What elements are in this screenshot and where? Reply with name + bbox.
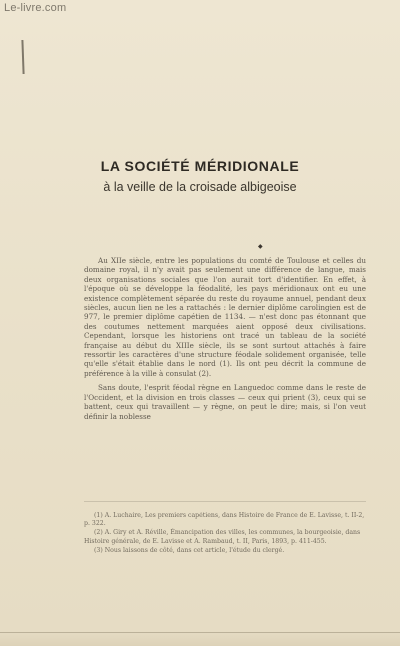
footnote-item: (3) Nous laissons de côté, dans cet article, l'étude du clergé. [94,546,285,554]
footnote-item: (1) A. Luchaire, Les premiers capétiens, dans Histoire de France de E. Lavisse, t. II-2, p. 322. [84,512,365,528]
ornament-icon: ◆ [258,243,263,250]
article-title: LA SOCIÉTÉ MÉRIDIONALE [100,158,300,174]
body-paragraph: Sans doute, l'esprit féodal règne en Languedoc comme dans le reste de l'Occident, et la division en trois classes — ceux qui prient (3), ceux qui se battent, ceux qui travaillent — y règne, on peut le dire; mais, si l'on veut définir la noblesse [84,383,366,421]
footnote-item: (2) A. Giry et A. Réville, Émancipation des villes, les communes, la bourgeoisie, dans Histoire générale, de E. Lavisse et A. Rambaud, t. II, Paris, 1893, p. 411-455. [84,529,361,545]
page-bottom-rule [0,632,400,633]
watermark-text: Le-livre.com [4,2,67,14]
article-subtitle: à la veille de la croisade albigeoise [103,180,297,194]
footnotes [84,512,366,556]
body-paragraph: Au XIIe siècle, entre les populations du comté de Toulouse et celles du domaine royal, il n'y avait pas seulement une différence de langue, mais deux organisations sociales que l'on aurait tort d'identifier. En effet, à l'époque où se développe la féodalité, les pays méridionaux ont eu une existence complètement séparée du reste du royaume annuel, pendant deux siècles, aucun lien ne les a rattachés : le dernier diplôme carolingien est de 977, le premier diplôme capétien de 1134. — n'est donc pas étonnant que des coutumes nettement marquées aient opposé deux civilisations. Cependant, lorsque les historiens ont tracé un tableau de la société française au début du XIIIe siècle, ils se sont surtout attachés à faire ressortir les caractères d'une structure féodale solidement organisée, telle qu'elle s'était établie dans le nord (1). Ils ont peu décrit la commune de préférence à la ville à consulat (2). [84,256,366,378]
title-block [0,158,400,194]
margin-mark [21,40,24,74]
article-body [84,256,366,426]
footnote-divider [84,501,366,502]
page-bottom-edge [0,631,400,646]
